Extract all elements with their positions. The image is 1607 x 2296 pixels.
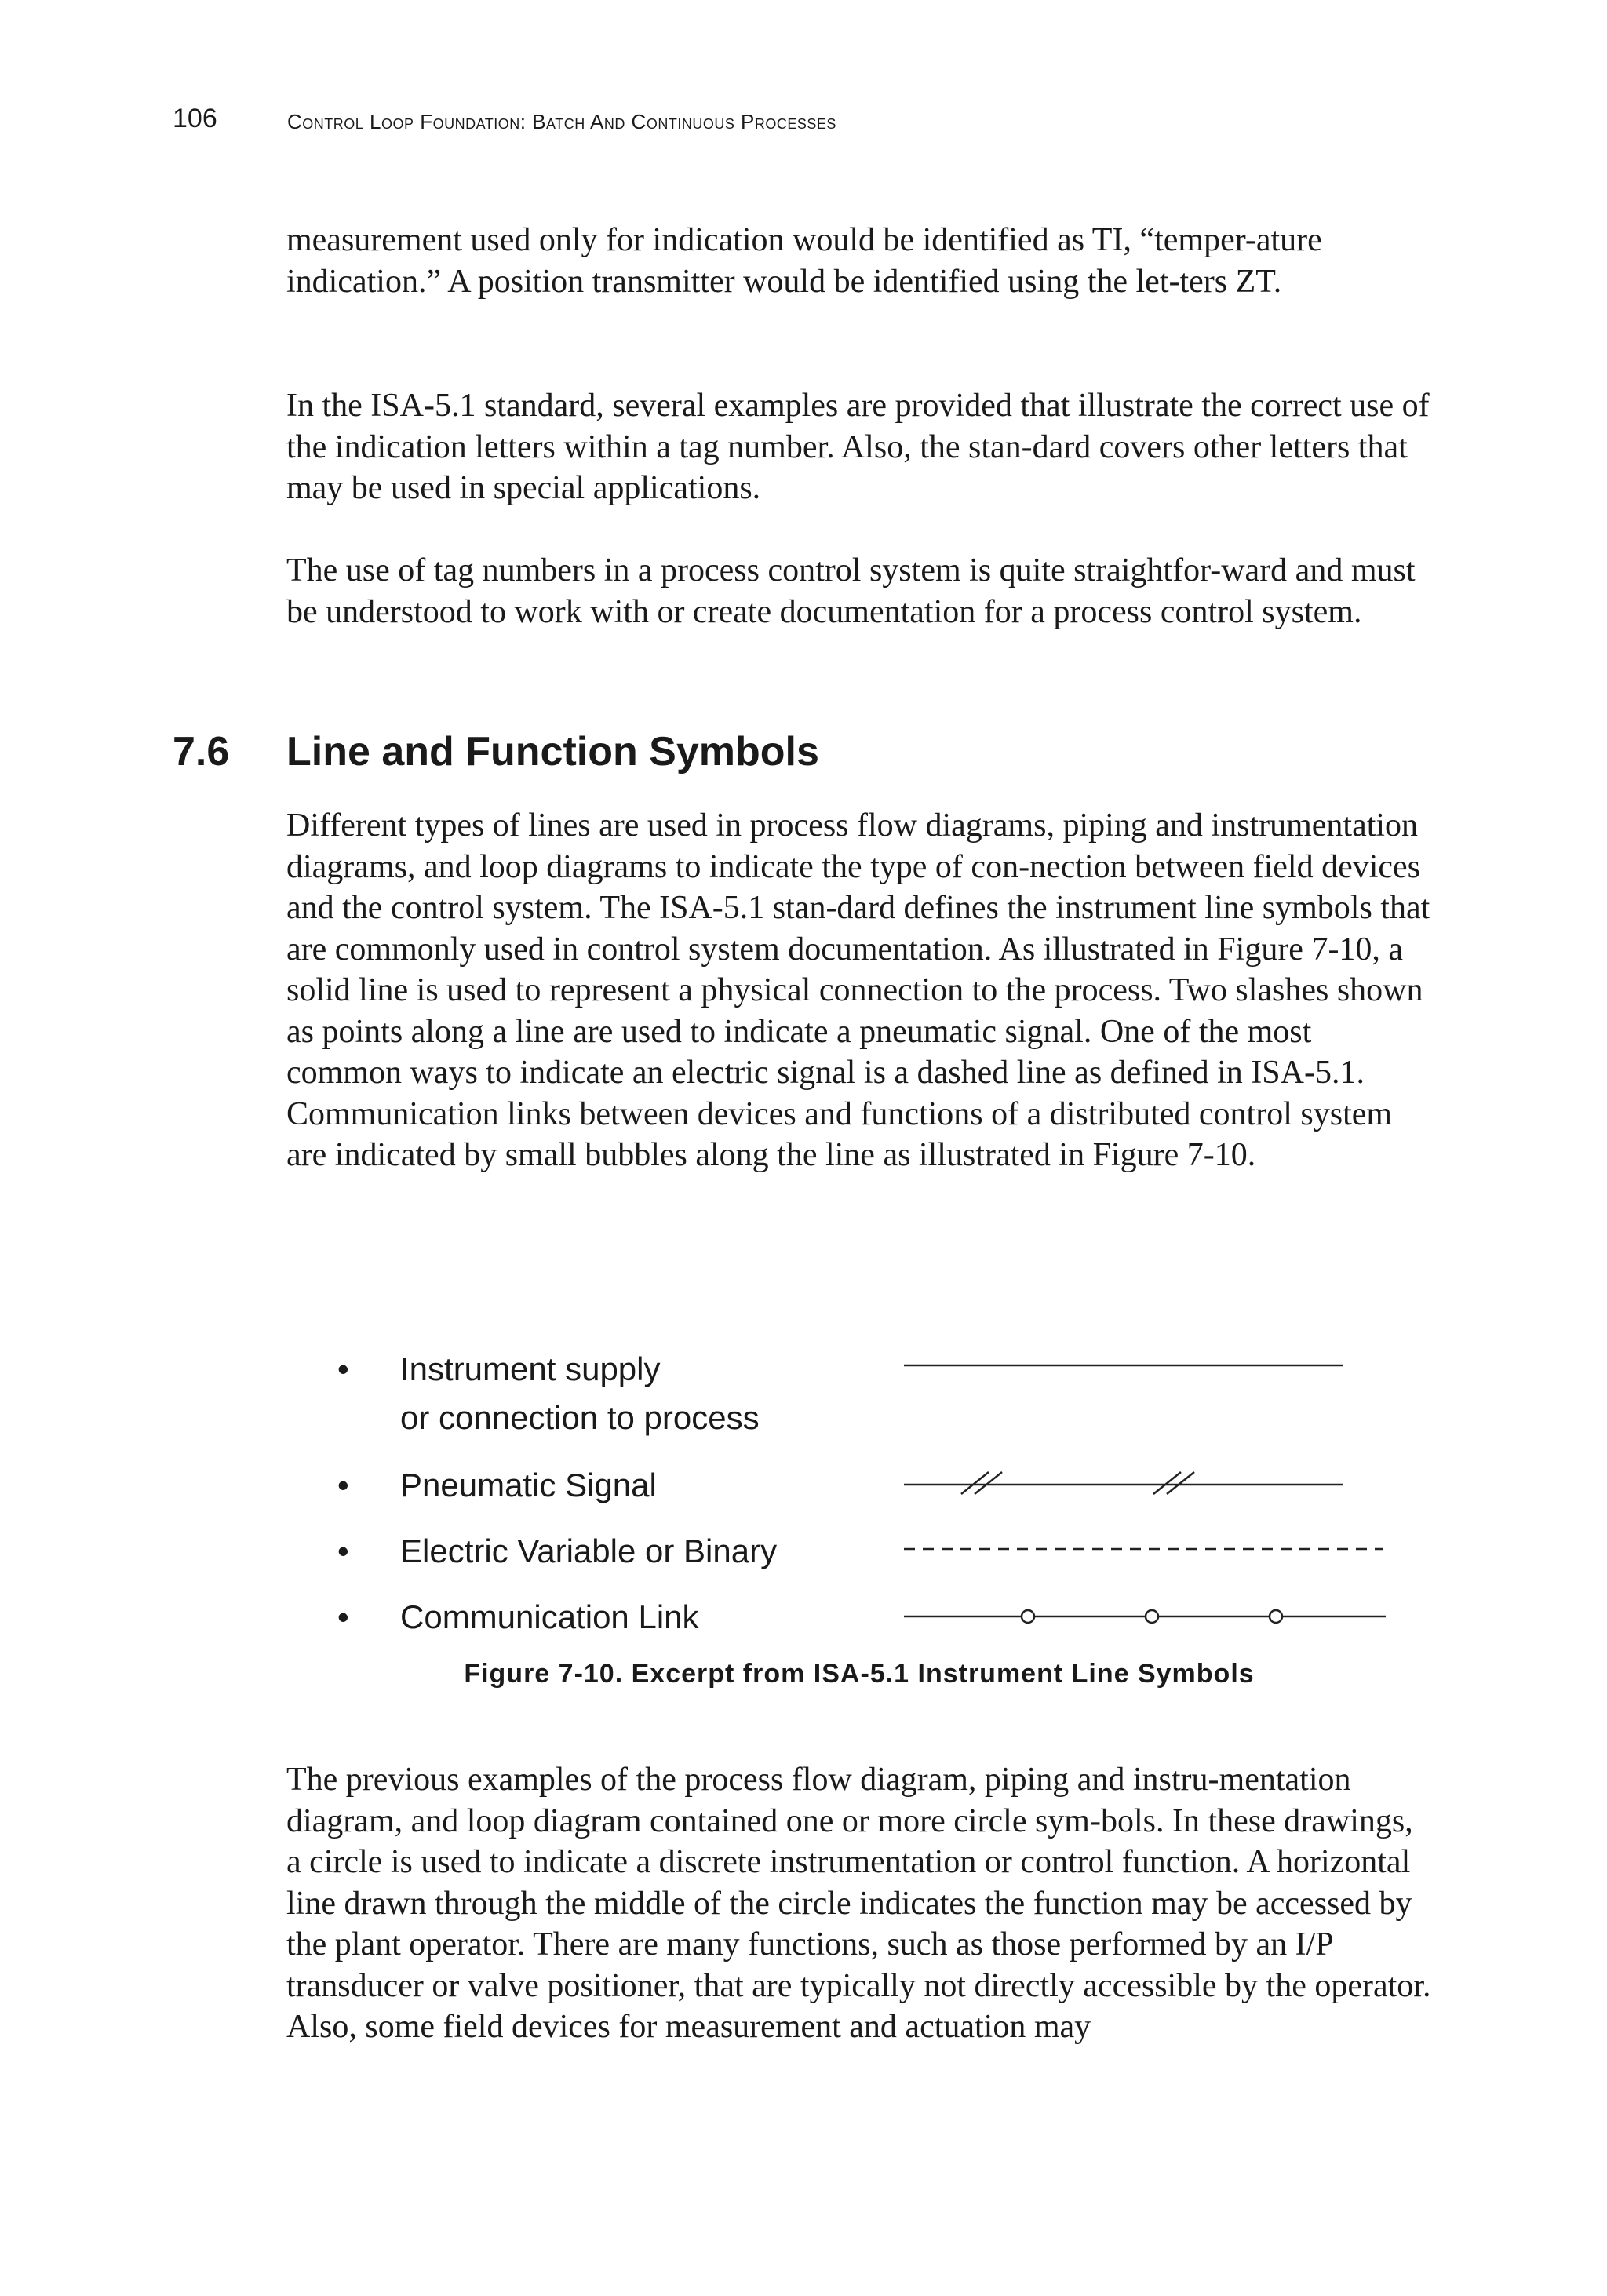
section-heading: [173, 728, 1428, 778]
solid-line-symbol: [895, 1350, 1397, 1381]
section-paragraph-1: Different types of lines are used in process flow diagrams, piping and instrumentation diagrams, and loop diagrams to indicate the type of con-nection between field devices and the control system. The ISA-5.1 stan-dard defines the instrument line symbols that are commonly used in control system documentation. As illustrated in Figure 7-10, a solid line is used to represent a physical connection to the process. Two slashes shown as points along a line are used to indicate a pneumatic signal. One of the most common ways to indicate an electric signal is a dashed line as defined in ISA-5.1. Communication links between devices and functions of a distributed control system are indicated by small bubbles along the line as illustrated in Figure 7-10.: [286, 807, 1430, 1173]
page-number: 106: [173, 104, 217, 133]
legend-label: Communication Link: [400, 1598, 699, 1635]
book-title: Control Loop Foundation: Batch And Continuous Processes: [287, 110, 836, 133]
paragraph-2: In the ISA-5.1 standard, several examples are provided that illustrate the correct use of the indication letters within a tag number. Also, the stan-dard covers other letters that may be used in special applications.: [286, 388, 1430, 506]
bullet-icon: •: [337, 1598, 349, 1635]
legend-label-continued: or connection to process: [400, 1399, 760, 1436]
bullet-icon: •: [337, 1467, 349, 1503]
figure-caption: Figure 7-10. Excerpt from ISA-5.1 Instrument Line Symbols: [464, 1659, 1255, 1689]
paragraph-1: measurement used only for indication would be identified as TI, “temper-ature indication.” A position transmitter would be identified using the let-ters ZT.: [286, 222, 1322, 300]
bullet-icon: •: [337, 1350, 349, 1387]
bullet-icon: •: [337, 1532, 349, 1569]
dashed-line-symbol: [895, 1532, 1397, 1563]
section-number: 7.6: [173, 729, 230, 774]
legend-label: Pneumatic Signal: [400, 1467, 657, 1503]
legend-label: Electric Variable or Binary: [400, 1532, 778, 1569]
section-title: Line and Function Symbols: [286, 729, 819, 774]
section-paragraph-2: The previous examples of the process flow diagram, piping and instru-mentation diagram, and loop diagram contained one or more circle sym-bols. In these drawings, a circle is used to indicate a discrete instrumentation or control function. A horizontal line drawn through the middle of the circle indicates the function may be accessed by the plant operator. There are many functions, such as those performed by an I/P transducer or valve positioner, that are typically not directly accessible by the operator. Also, some field devices for measurement and actuation may: [286, 1762, 1431, 2045]
pneumatic-line-symbol: [895, 1466, 1397, 1497]
legend-label: Instrument supply: [400, 1350, 661, 1387]
running-header: [173, 104, 1428, 143]
paragraph-3: The use of tag numbers in a process control system is quite straightfor-ward and must be understood to work with or create documentation for a process control system.: [286, 552, 1416, 630]
communication-line-symbol: [895, 1598, 1397, 1629]
